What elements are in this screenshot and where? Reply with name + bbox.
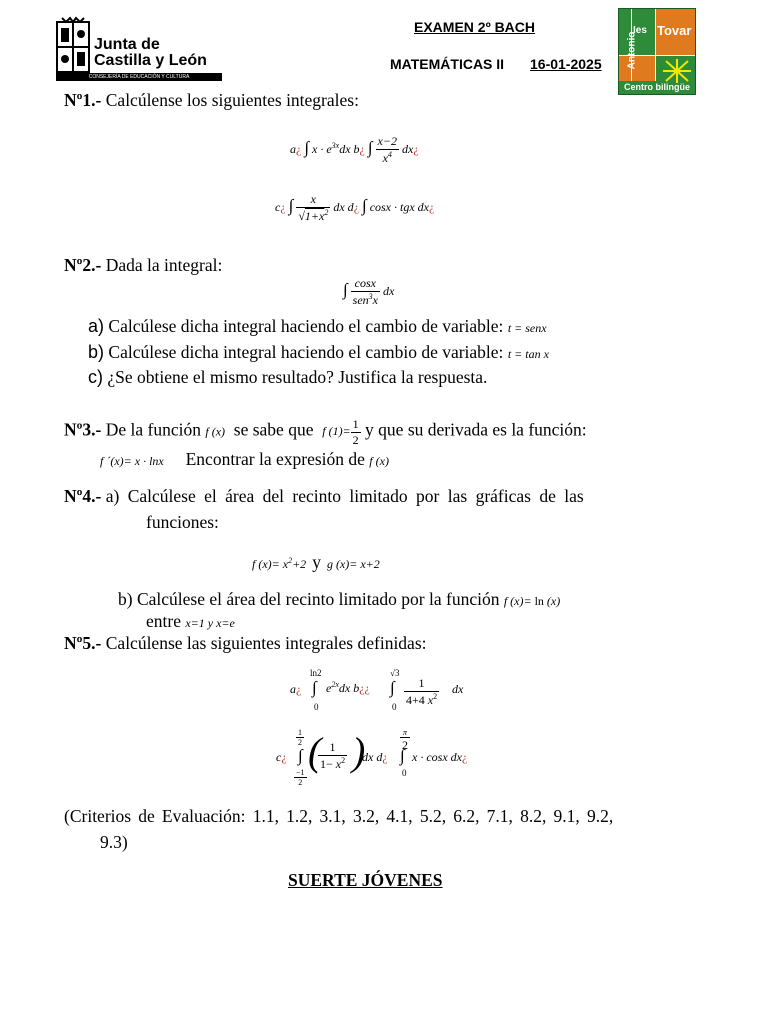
q4-b-text2: entre (146, 611, 181, 631)
q1-text: Calcúlense los siguientes integrales: (105, 90, 359, 110)
q5-formula-cd: c¿ $\frac{1}{2}$ ∫ $\frac{-1}{2}$ ( $\frac{1}{1- x^2}$ ) dx d¿ π 2 ∫ 0 x · cosx dx¿ (276, 728, 468, 787)
school-badge-logo (618, 8, 696, 95)
q2-b-label: b) (88, 342, 105, 362)
evaluation-criteria: (Criterios de Evaluación: 1.1, 1.2, 3.1, 3.2, 4.1, 5.2, 6.2, 7.1, 8.2, 9.1, 9.2, (64, 806, 614, 826)
question-2 (64, 255, 222, 276)
q5-formula-ab: a¿ ln2 ∫ 0 $e^{2x}dx$ b¿¿ √3 ∫ 0 $\frac{1}{4+4 x^2}$ dx (290, 668, 464, 712)
q2-a-text: Calcúlese dicha integral haciendo el cambio de variable: (108, 316, 504, 336)
q2-number: Nº2.- (64, 255, 102, 275)
q3-t4: Encontrar la expresión de (185, 449, 365, 469)
subject-title: MATEMÁTICAS II (390, 56, 505, 72)
badge-name2: Antonio (626, 31, 638, 70)
badge-bottom: Centro bilingüe (624, 82, 690, 92)
q2-a-sub: t = senx (507, 321, 547, 335)
q2-c-label: c) (88, 367, 103, 387)
q2-item-a (88, 316, 547, 337)
logo-line2: Castilla y León (94, 52, 207, 69)
q1-formula-cd: c¿ ∫ $\frac{x}{√1+x^2}$ dx d¿ ∫ cosx · tgx dx¿ (275, 192, 435, 223)
question-3 (64, 417, 587, 448)
question-1 (64, 90, 359, 111)
q3-f1: f (1)= $\frac{1}{2}$ (322, 417, 359, 447)
badge-name1: Tovar (657, 23, 692, 38)
q2-item-b (88, 342, 549, 363)
junta-logo (56, 16, 222, 82)
q3-t1: De la función (105, 419, 201, 440)
logo-subline: CONSEJERÍA DE EDUCACIÓN Y CULTURA (56, 73, 222, 81)
q4-and: y (312, 552, 321, 572)
exam-date: 16-01-2025 (530, 56, 602, 72)
q2-a-label: a) (88, 316, 105, 336)
q5-text: Calcúlense las siguientes integrales definidas: (105, 633, 427, 653)
badge-ies: Ies (633, 25, 647, 36)
q4-item-b-line2: entre x=1 y x=e (146, 611, 235, 631)
evaluation-criteria-line2: 9.3) (100, 832, 128, 852)
question-3-line2: f ´(x)= x · lnx Encontrar la expresión de f (x) (100, 449, 389, 469)
castle-lion-shield-icon (56, 16, 90, 74)
q3-derivative: f ´(x)= x · lnx (100, 454, 164, 468)
q3-fx: f (x) (205, 424, 226, 439)
q2-b-text: Calcúlese dicha integral haciendo el cambio de variable: (108, 342, 504, 362)
q2-item-c (88, 367, 487, 388)
exam-title: EXAMEN 2º BACH (414, 19, 536, 35)
q3-t2: se sabe que (233, 419, 314, 440)
q3-number: Nº3.- (64, 419, 102, 440)
question-4 (64, 486, 694, 507)
q2-text: Dada la integral: (105, 255, 223, 275)
q1-number: Nº1.- (64, 90, 102, 110)
q4-b-text: b) Calcúlese el área del recinto limitado por la función (118, 589, 500, 609)
q4-item-b: b) Calcúlese el área del recinto limitado por la función f (x)= ln (x) (118, 589, 561, 609)
q1-formula-ab: a¿ ∫ $x \cdot e^{3x}dx$ b¿ ∫ $\frac{x-2}{x^4}$ dx¿ (290, 134, 419, 165)
q4-number: Nº4.- (64, 486, 102, 506)
q4-a-text: a) Calcúlese el área del recinto limitado por las gráficas de las (105, 486, 584, 506)
question-5 (64, 633, 427, 654)
q4-functions: f $(x)= x^2+2$ y g (x)= x+2 (252, 552, 380, 572)
star-icon (663, 59, 691, 83)
q4-a-text2: funciones: (146, 512, 219, 532)
q2-integral: ∫ $\frac{\cos x}{sen^3x}$ dx (343, 276, 395, 307)
q2-b-sub: t = tan x (507, 347, 549, 361)
logo-line1: Junta de (94, 36, 160, 53)
q2-c-text: ¿Se obtiene el mismo resultado? Justifica la respuesta. (107, 367, 488, 387)
q3-t3: y que su derivada es la función: (365, 419, 587, 440)
q5-number: Nº5.- (64, 633, 102, 653)
footer-message: SUERTE JÓVENES (288, 870, 443, 890)
